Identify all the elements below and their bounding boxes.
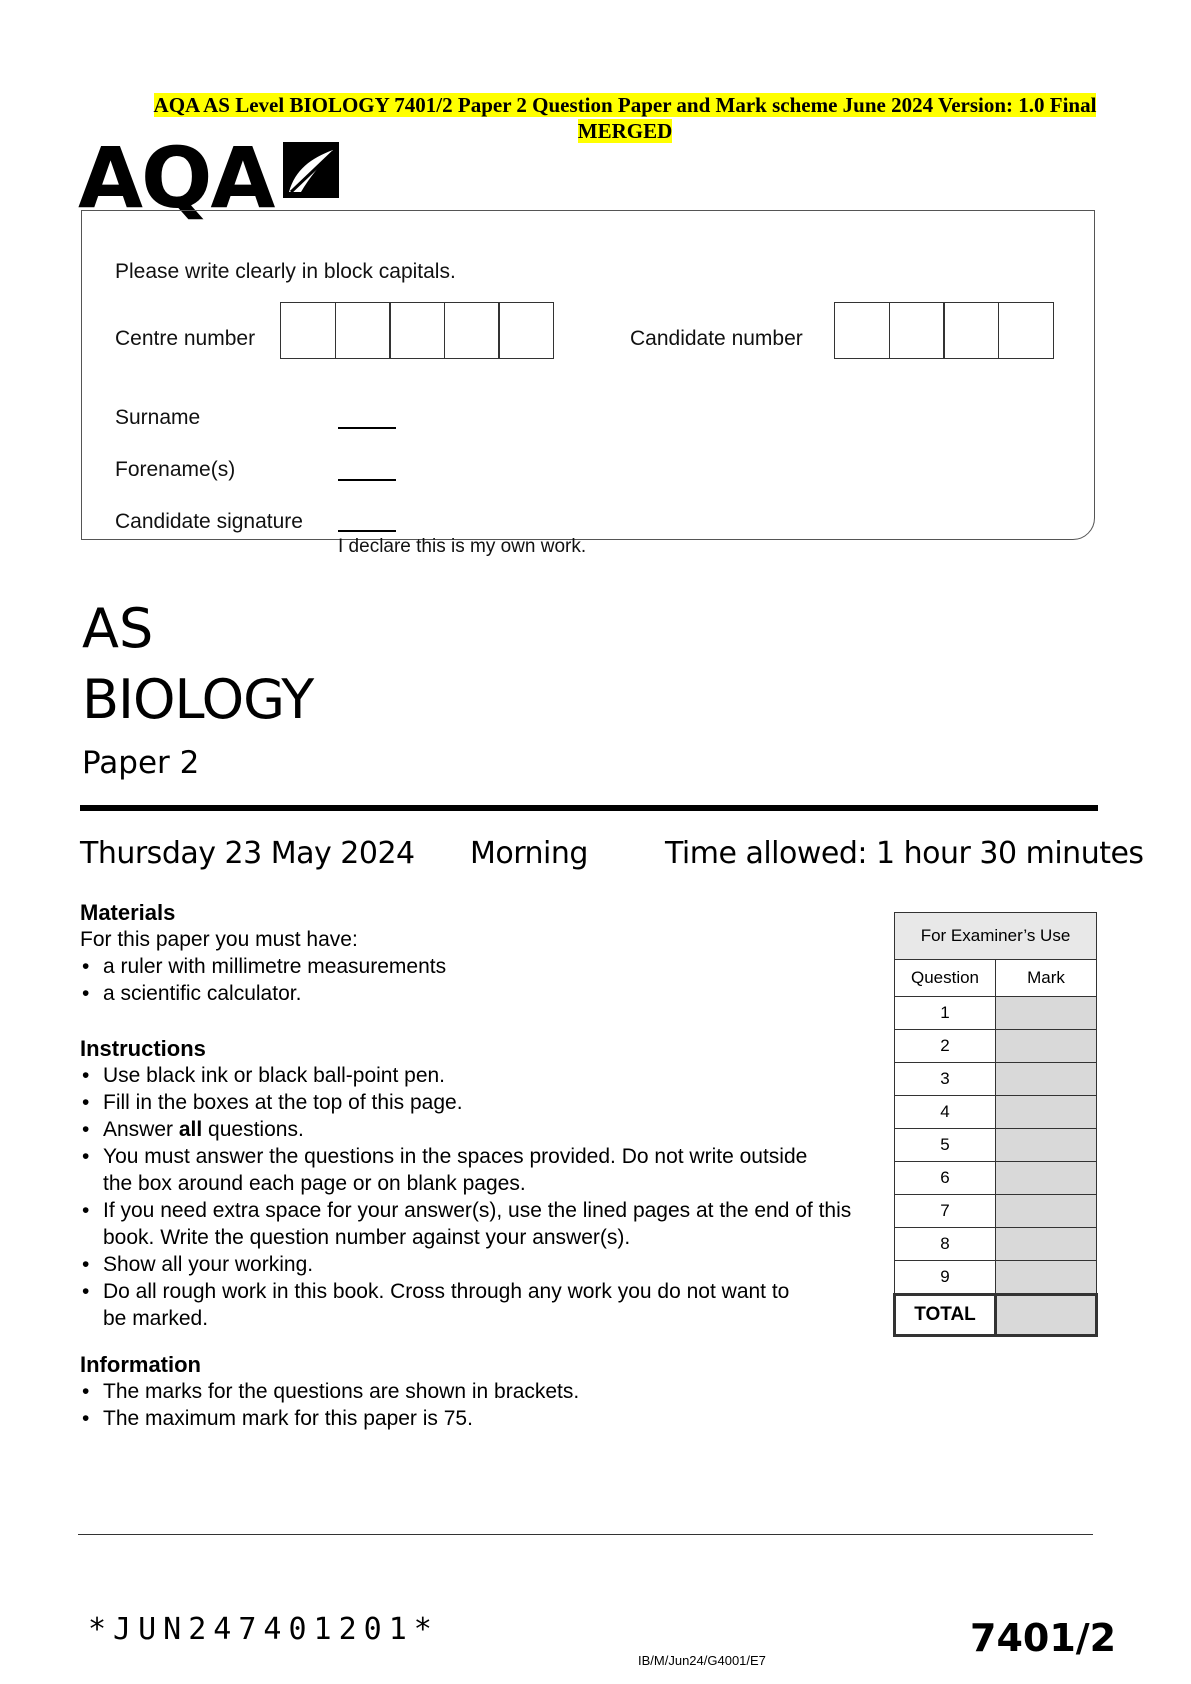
list-item: • a scientific calculator. bbox=[80, 980, 860, 1007]
list-item: • Fill in the boxes at the top of this page. bbox=[80, 1089, 870, 1116]
question-number: 9 bbox=[895, 1261, 996, 1295]
list-item: • Use black ink or black ball-point pen. bbox=[80, 1062, 870, 1089]
surname-label: Surname bbox=[115, 406, 201, 429]
mark-cell bbox=[996, 1195, 1097, 1228]
list-item: • Answer all questions. bbox=[80, 1116, 870, 1143]
surname-field[interactable] bbox=[338, 427, 396, 429]
forenames-field[interactable] bbox=[338, 479, 396, 481]
exam-session: Morning bbox=[470, 836, 588, 871]
question-number: 1 bbox=[895, 997, 996, 1030]
mark-cell bbox=[996, 1261, 1097, 1295]
header-line-2: MERGED bbox=[577, 119, 673, 143]
information-heading: Information bbox=[80, 1352, 201, 1377]
total-label: TOTAL bbox=[895, 1295, 996, 1336]
time-allowed: Time allowed: 1 hour 30 minutes bbox=[665, 836, 1144, 871]
table-row bbox=[895, 1096, 1097, 1129]
instructions-list bbox=[80, 1062, 870, 1332]
question-number: 8 bbox=[895, 1228, 996, 1261]
aqa-logo-text: AQA bbox=[78, 129, 274, 227]
total-row bbox=[895, 1295, 1097, 1336]
exam-date: Thursday 23 May 2024 bbox=[80, 836, 415, 871]
list-item: • a ruler with millimetre measurements bbox=[80, 953, 860, 980]
list-item: • Show all your working. bbox=[80, 1251, 870, 1278]
signature-field[interactable] bbox=[338, 530, 396, 532]
question-number: 6 bbox=[895, 1162, 996, 1195]
mark-cell bbox=[996, 1228, 1097, 1261]
block-capitals-instruction: Please write clearly in block capitals. bbox=[115, 260, 456, 283]
table-row bbox=[895, 1228, 1097, 1261]
instructions-heading: Instructions bbox=[80, 1036, 206, 1061]
materials-list bbox=[80, 953, 860, 1007]
centre-digit-box[interactable] bbox=[280, 302, 336, 359]
forenames-label: Forename(s) bbox=[115, 458, 236, 481]
list-item: • If you need extra space for your answer(s), use the lined pages at the end of this book. Write the question number against your answer(s). bbox=[80, 1197, 870, 1251]
table-row bbox=[895, 1162, 1097, 1195]
table-row bbox=[895, 1030, 1097, 1063]
candidate-number-label: Candidate number bbox=[630, 327, 803, 350]
mark-cell bbox=[996, 1129, 1097, 1162]
footer-divider bbox=[78, 1534, 1093, 1535]
mark-column-header: Mark bbox=[996, 960, 1097, 997]
centre-digit-box[interactable] bbox=[444, 302, 500, 359]
header-line-1: AQA AS Level BIOLOGY 7401/2 Paper 2 Question Paper and Mark scheme June 2024 Version: 1.0 Final bbox=[153, 93, 1097, 117]
level-title: AS bbox=[82, 597, 154, 660]
paper-code: 7401/2 bbox=[970, 1616, 1117, 1660]
list-item: • The maximum mark for this paper is 75. bbox=[80, 1405, 860, 1432]
question-number: 2 bbox=[895, 1030, 996, 1063]
materials-heading: Materials bbox=[80, 900, 176, 925]
aqa-logo-mark-icon bbox=[281, 140, 341, 200]
list-item: • Do all rough work in this book. Cross through any work you do not want to be marked. bbox=[80, 1278, 870, 1332]
information-list bbox=[80, 1378, 860, 1432]
subject-title: BIOLOGY bbox=[82, 668, 314, 731]
mark-cell bbox=[996, 1030, 1097, 1063]
centre-digit-box[interactable] bbox=[498, 302, 554, 359]
centre-number-boxes[interactable] bbox=[280, 302, 554, 359]
barcode-text: *JUN247401201* bbox=[88, 1612, 439, 1647]
centre-digit-box[interactable] bbox=[335, 302, 391, 359]
candidate-number-boxes[interactable] bbox=[834, 302, 1054, 359]
mark-cell bbox=[996, 1063, 1097, 1096]
mark-cell bbox=[996, 997, 1097, 1030]
question-number: 7 bbox=[895, 1195, 996, 1228]
centre-digit-box[interactable] bbox=[389, 302, 445, 359]
mark-cell bbox=[996, 1096, 1097, 1129]
question-number: 4 bbox=[895, 1096, 996, 1129]
candidate-digit-box[interactable] bbox=[943, 302, 999, 359]
declaration-text: I declare this is my own work. bbox=[338, 536, 587, 557]
information-section bbox=[80, 1352, 860, 1432]
mark-cell bbox=[996, 1162, 1097, 1195]
total-mark-cell bbox=[996, 1295, 1097, 1336]
centre-number-label: Centre number bbox=[115, 327, 256, 350]
table-row bbox=[895, 1261, 1097, 1295]
table-row bbox=[895, 1129, 1097, 1162]
question-number: 3 bbox=[895, 1063, 996, 1096]
reference-code: IB/M/Jun24/G4001/E7 bbox=[638, 1653, 766, 1668]
materials-intro: For this paper you must have: bbox=[80, 928, 358, 951]
table-row bbox=[895, 997, 1097, 1030]
paper-title: Paper 2 bbox=[82, 745, 200, 781]
list-item: • You must answer the questions in the spaces provided. Do not write outside the box around each page or on blank pages. bbox=[80, 1143, 870, 1197]
table-row bbox=[895, 1063, 1097, 1096]
question-column-header: Question bbox=[895, 960, 996, 997]
question-number: 5 bbox=[895, 1129, 996, 1162]
signature-label: Candidate signature bbox=[115, 510, 303, 533]
candidate-digit-box[interactable] bbox=[834, 302, 890, 359]
examiner-table-title: For Examiner’s Use bbox=[895, 913, 1097, 960]
materials-section bbox=[80, 900, 860, 1007]
candidate-digit-box[interactable] bbox=[889, 302, 945, 359]
table-row bbox=[895, 1195, 1097, 1228]
list-item: • The marks for the questions are shown in brackets. bbox=[80, 1378, 860, 1405]
examiner-use-table bbox=[893, 912, 1098, 1337]
candidate-digit-box[interactable] bbox=[998, 302, 1054, 359]
instructions-section bbox=[80, 1036, 870, 1332]
title-divider bbox=[80, 805, 1098, 811]
